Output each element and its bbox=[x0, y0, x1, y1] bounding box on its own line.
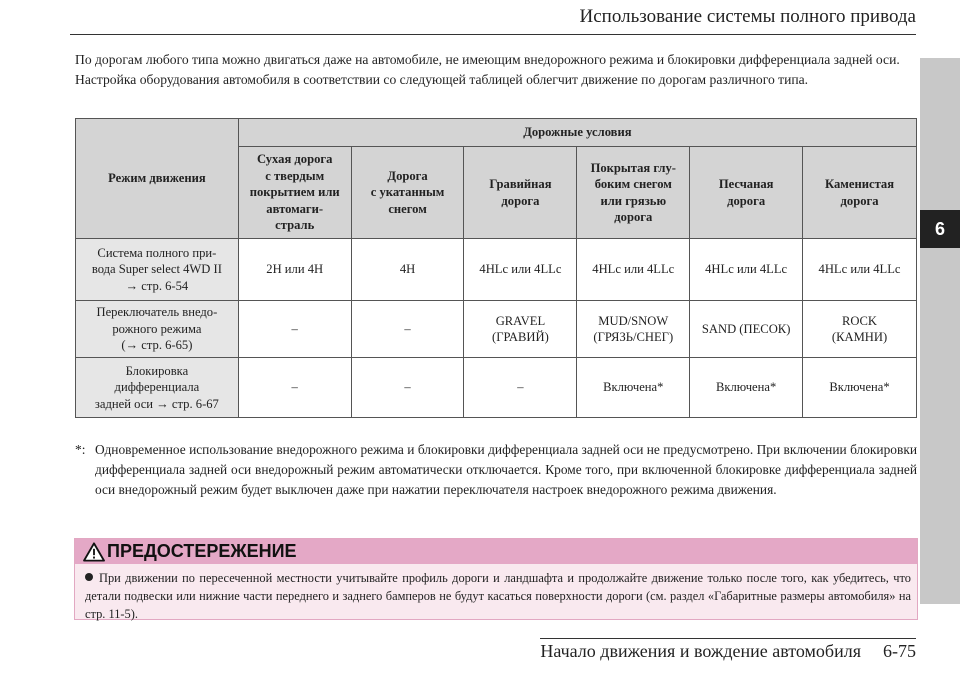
setting-cell bbox=[803, 358, 917, 418]
intro-paragraph-1: По дорогам любого типа можно двигаться даже на автомобиле, не имеющим внедорожного режима и блокировки дифференциала задней оси. bbox=[75, 52, 900, 67]
setting-cell bbox=[351, 239, 464, 301]
table-cell-line: MUD/SNOW bbox=[598, 313, 669, 328]
warning-text: При движении по пересеченной местности учитывайте профиль дороги и ландшафта и продолжайте движение только после того, как убедитесь, что детали подвески или нижние части переднего и заднего бамперов не будут касаться поверхности дороги (см. раздел «Габаритные размеры автомобиля» на стр. 11-5). bbox=[85, 571, 911, 621]
table-cell-line: (→ стр. 6-65) bbox=[121, 338, 193, 353]
driving-modes-table bbox=[75, 118, 917, 418]
mode-label-cell bbox=[76, 301, 239, 358]
table-cell-line: 4HLc или 4LLc bbox=[479, 262, 562, 277]
conditions-header: Дорожные условия bbox=[238, 119, 916, 147]
table-cell-line: с твердым bbox=[265, 168, 325, 183]
table-cell-line: автомаги- bbox=[266, 201, 324, 216]
mode-header: Режим движения bbox=[76, 119, 239, 239]
intro-text bbox=[75, 50, 915, 90]
setting-cell bbox=[803, 301, 917, 358]
setting-cell bbox=[690, 358, 803, 418]
table-cell-line: Покрытая глу- bbox=[590, 160, 676, 175]
table-cell-line: покрытием или bbox=[249, 185, 340, 200]
setting-cell bbox=[351, 301, 464, 358]
table-cell-line: – bbox=[291, 321, 298, 336]
table-cell-line: вода Super select 4WD II bbox=[91, 262, 222, 277]
table-cell-line: Гравийная bbox=[489, 177, 552, 191]
footnote-mark: *: bbox=[75, 442, 86, 457]
table-cell-line: Каменистая bbox=[825, 177, 895, 191]
table-cell-line: Блокировка bbox=[125, 363, 189, 378]
setting-cell bbox=[690, 239, 803, 301]
table-row bbox=[76, 239, 917, 301]
warning-box bbox=[74, 538, 918, 620]
condition-column-header bbox=[690, 147, 803, 239]
table-cell-line: – bbox=[517, 380, 524, 395]
table-row bbox=[76, 358, 917, 418]
table-cell-line: 4HLc или 4LLc bbox=[592, 262, 675, 277]
table-cell-line: 4H bbox=[399, 262, 416, 277]
table-cell-line: (ГРАВИЙ) bbox=[492, 330, 549, 344]
table-cell-line: GRAVEL bbox=[495, 313, 546, 328]
page-number: 6-75 bbox=[883, 641, 916, 661]
setting-cell bbox=[577, 239, 690, 301]
table-cell-line: Включена* bbox=[829, 380, 890, 395]
warning-body bbox=[85, 569, 911, 623]
table-cell-line: Включена* bbox=[715, 380, 777, 395]
table-cell-line: дифференциала bbox=[114, 380, 200, 395]
table-cell-line: 2H или 4H bbox=[266, 262, 324, 277]
table-cell-line: ROCK bbox=[842, 313, 878, 328]
table-cell-line: – bbox=[291, 380, 298, 395]
table-cell-line: или грязью bbox=[600, 193, 667, 208]
mode-label-cell bbox=[76, 239, 239, 301]
table-cell-line: 4HLc или 4LLc bbox=[818, 262, 901, 277]
table-cell-line: рожного режима bbox=[112, 321, 202, 336]
table-cell-line: (ГРЯЗЬ/СНЕГ) bbox=[593, 330, 674, 344]
setting-cell bbox=[464, 239, 577, 301]
setting-cell bbox=[464, 358, 577, 418]
table-row bbox=[76, 301, 917, 358]
setting-cell bbox=[351, 358, 464, 418]
table-cell-line: Система полного при- bbox=[97, 245, 217, 260]
condition-column-header bbox=[351, 147, 464, 239]
footnote bbox=[75, 440, 917, 500]
condition-column-header bbox=[577, 147, 690, 239]
table-cell-line: снегом bbox=[388, 201, 427, 216]
table-cell-line: Дорога bbox=[387, 168, 428, 183]
page-header-title: Использование системы полного привода bbox=[579, 6, 916, 27]
table-cell-line: SAND (ПЕСОК) bbox=[701, 321, 791, 336]
setting-cell bbox=[464, 301, 577, 358]
table-cell-line: Песчаная bbox=[718, 177, 774, 191]
setting-cell bbox=[803, 239, 917, 301]
table-cell-line: дорога bbox=[501, 193, 540, 208]
table-cell-line: дорога bbox=[727, 193, 766, 208]
table-cell-line: дорога bbox=[614, 210, 653, 224]
setting-cell bbox=[238, 239, 351, 301]
setting-cell bbox=[577, 358, 690, 418]
chapter-tab: 6 bbox=[920, 210, 960, 248]
table-cell-line: Включена* bbox=[603, 380, 664, 395]
bullet-icon bbox=[85, 573, 93, 581]
setting-cell bbox=[577, 301, 690, 358]
table-cell-line: Переключатель внедо- bbox=[96, 305, 218, 320]
table-cell-line: – bbox=[404, 380, 411, 395]
header-divider bbox=[70, 34, 916, 35]
table-cell-line: – bbox=[404, 321, 411, 336]
table-cell-line: с укатанным bbox=[370, 185, 445, 200]
footer-divider bbox=[540, 638, 916, 639]
table-cell-line: 4HLc или 4LLc bbox=[705, 262, 788, 277]
table-cell-line: Сухая дорога bbox=[256, 152, 333, 167]
page-footer bbox=[540, 641, 916, 662]
table-cell-line: задней оси → стр. 6-67 bbox=[94, 396, 219, 411]
mode-label-cell bbox=[76, 358, 239, 418]
warning-header bbox=[75, 539, 917, 564]
table-cell-line: → стр. 6-54 bbox=[125, 278, 189, 293]
chapter-side-strip bbox=[920, 58, 960, 604]
intro-paragraph-2: Настройка оборудования автомобиля в соответствии со следующей таблицей облегчит движение по дорогам различного типа. bbox=[75, 72, 809, 87]
table-cell-line: страль bbox=[275, 218, 315, 233]
condition-column-header bbox=[803, 147, 917, 239]
setting-cell bbox=[238, 301, 351, 358]
setting-cell bbox=[238, 358, 351, 418]
table-cell-line: дорога bbox=[840, 193, 879, 208]
table-cell-line: боким снегом bbox=[594, 177, 672, 191]
footnote-text: Одновременное использование внедорожного режима и блокировки дифференциала задней оси не предусмотрено. При включении блокировки дифференциала задней оси внедорожный режим автоматически отключается. Кроме того, при включенной блокировке дифференциала задней оси внедорожный режим будет выключен даже при нажатии переключателя настроек внедорожного режима движения. bbox=[95, 442, 917, 497]
footer-section-title: Начало движения и вождение автомобиля bbox=[540, 641, 861, 661]
warning-triangle-icon bbox=[83, 542, 105, 562]
setting-cell bbox=[690, 301, 803, 358]
condition-column-header bbox=[464, 147, 577, 239]
warning-title: ПРЕДОСТЕРЕЖЕНИЕ bbox=[107, 541, 297, 561]
table-cell-line: (КАМНИ) bbox=[831, 330, 888, 344]
condition-column-header bbox=[238, 147, 351, 239]
